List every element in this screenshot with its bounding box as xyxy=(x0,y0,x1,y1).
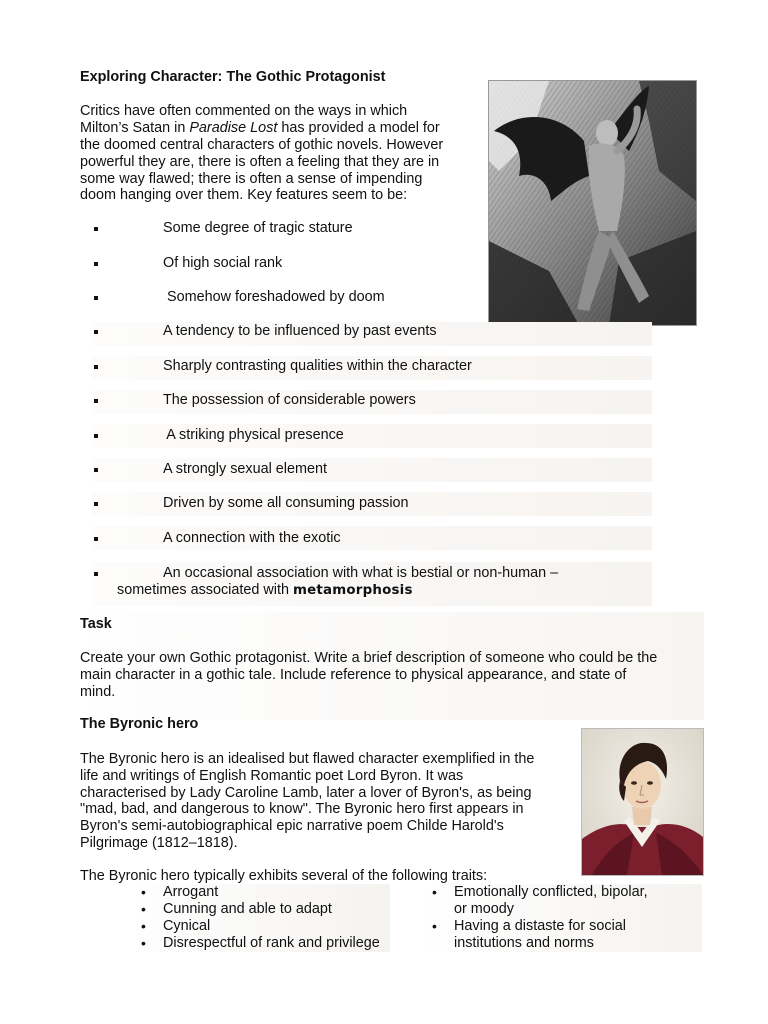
square-bullet-icon xyxy=(94,365,98,369)
feature-text-continued xyxy=(117,582,413,600)
intro-line-5: some way flawed; there is often a sense of impending xyxy=(80,171,423,187)
feature-text: Somehow foreshadowed by doom xyxy=(163,289,385,305)
task-line-2: main character in a gothic tale. Include reference to physical appearance, and state of xyxy=(80,667,627,683)
lord-byron-portrait-image xyxy=(581,728,704,876)
intro-text: Milton’s Satan in xyxy=(80,120,190,136)
square-bullet-icon xyxy=(94,399,98,403)
feature-text: The possession of considerable powers xyxy=(163,392,416,408)
intro-line-4: powerful they are, there is often a feeling that they are in xyxy=(80,154,440,170)
round-bullet-icon: • xyxy=(432,884,437,900)
byronic-line-1: The Byronic hero is an idealised but flawed character exemplified in the xyxy=(80,751,535,767)
intro-text: has provided a model for xyxy=(277,120,440,136)
byronic-line-4: "mad, bad, and dangerous to know". The Byronic hero first appears in xyxy=(80,801,524,817)
square-bullet-icon xyxy=(94,502,98,506)
feature-text: Sharply contrasting qualities within the character xyxy=(163,358,472,374)
intro-line-6: doom hanging over them. Key features seem to be: xyxy=(80,187,408,203)
feature-text: A tendency to be influenced by past events xyxy=(163,323,437,339)
satan-engraving-svg xyxy=(489,81,696,325)
round-bullet-icon: • xyxy=(141,884,146,900)
round-bullet-icon: • xyxy=(141,918,146,934)
square-bullet-icon xyxy=(94,572,98,576)
trait-text: Having a distaste for social xyxy=(454,918,626,934)
paradise-lost-title: Paradise Lost xyxy=(189,120,278,136)
square-bullet-icon xyxy=(94,537,98,541)
byronic-line-3: characterised by Lady Caroline Lamb, later a lover of Byron's, as being xyxy=(80,785,532,801)
feature-text: A strongly sexual element xyxy=(163,461,327,477)
trait-text: Cunning and able to adapt xyxy=(163,901,332,917)
metamorphosis-bold-text: metamorphosis xyxy=(292,583,413,598)
feature-text: A connection with the exotic xyxy=(163,530,341,546)
intro-line-1: Critics have often commented on the ways in which xyxy=(80,103,408,119)
trait-text: Disrespectful of rank and privilege xyxy=(163,935,380,951)
square-bullet-icon xyxy=(94,262,98,266)
traits-intro: The Byronic hero typically exhibits several of the following traits: xyxy=(80,868,488,884)
task-line-1: Create your own Gothic protagonist. Write a brief description of someone who could be the xyxy=(80,650,658,666)
task-heading: Task xyxy=(80,616,112,632)
page-title: Exploring Character: The Gothic Protagonist xyxy=(80,69,386,85)
byronic-line-2: life and writings of English Romantic poet Lord Byron. It was xyxy=(80,768,464,784)
trait-text-continued: or moody xyxy=(454,901,514,917)
feature-text: An occasional association with what is bestial or non-human – xyxy=(163,565,559,581)
trait-text: Cynical xyxy=(163,918,211,934)
feature-text: Of high social rank xyxy=(163,255,283,271)
trait-text: Arrogant xyxy=(163,884,219,900)
square-bullet-icon xyxy=(94,227,98,231)
byronic-heading: The Byronic hero xyxy=(80,716,199,732)
byronic-line-5: Byron's semi-autobiographical epic narrative poem Childe Harold's xyxy=(80,818,504,834)
feature-text: sometimes associated with xyxy=(117,582,293,598)
intro-line-2 xyxy=(80,120,440,137)
trait-text-continued: institutions and norms xyxy=(454,935,594,951)
round-bullet-icon: • xyxy=(141,935,146,951)
byron-portrait-svg xyxy=(582,729,703,875)
satan-engraving-image xyxy=(488,80,697,326)
trait-text: Emotionally conflicted, bipolar, xyxy=(454,884,648,900)
square-bullet-icon xyxy=(94,296,98,300)
byronic-line-6: Pilgrimage (1812–1818). xyxy=(80,835,238,851)
square-bullet-icon xyxy=(94,330,98,334)
round-bullet-icon: • xyxy=(432,918,437,934)
feature-text: A striking physical presence xyxy=(163,427,344,443)
square-bullet-icon xyxy=(94,468,98,472)
round-bullet-icon: • xyxy=(141,901,146,917)
square-bullet-icon xyxy=(94,434,98,438)
feature-text: Driven by some all consuming passion xyxy=(163,495,409,511)
intro-line-3: the doomed central characters of gothic novels. However xyxy=(80,137,444,153)
task-line-3: mind. xyxy=(80,684,116,700)
feature-text: Some degree of tragic stature xyxy=(163,220,353,236)
